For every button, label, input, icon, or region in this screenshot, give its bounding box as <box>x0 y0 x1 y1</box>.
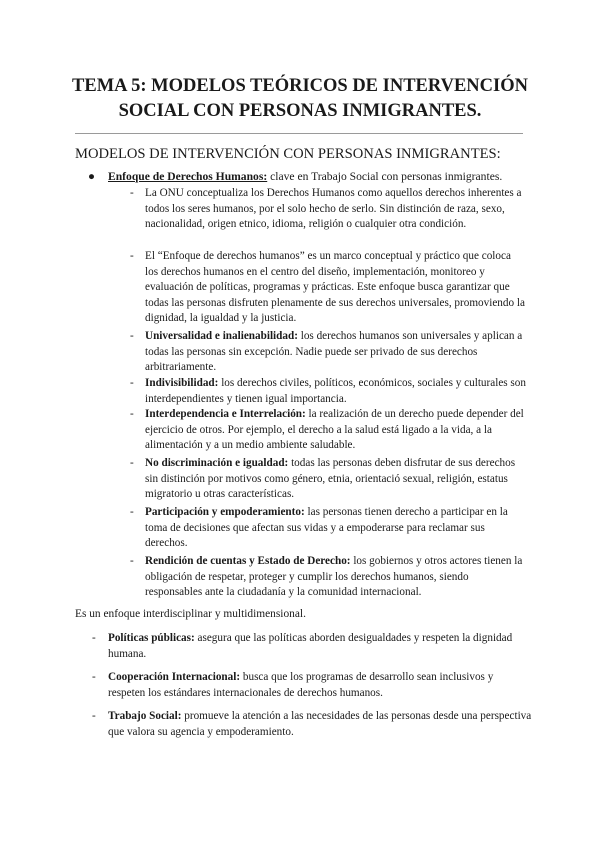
list-item-label: Trabajo Social: <box>108 710 182 722</box>
bullet-label: Enfoque de Derechos Humanos: <box>108 170 268 183</box>
sub-item-text: la realización de un derecho puede depender del ejercicio de otros. Por ejemplo, el derecho a la salud está ligado a la vida, a la alimentación y a un medio ambiente saludable. <box>145 408 524 452</box>
sub-item-label: Universalidad e inalienabilidad: <box>145 330 298 342</box>
list-item-text: asegura que las políticas aborden desigualdades y respeten la dignidad humana. <box>108 632 513 660</box>
title-line-2: SOCIAL CON PERSONAS INMIGRANTES. <box>118 101 482 121</box>
sub-item-approach-definition <box>130 249 526 327</box>
dash-marker: - <box>130 250 134 262</box>
sub-item-text: La ONU conceptualiza los Derechos Humanos como aquellos derechos inherentes a todos los seres humanos, por el solo hecho de serlo. Sin distinción de raza, sexo, nacionalidad, origen etnico, idioma, religión o cualquier otra condición. <box>145 187 522 231</box>
title-line-1: TEMA 5: MODELOS TEÓRICOS DE INTERVENCIÓN <box>72 76 528 96</box>
bullet-text: clave en Trabajo Social con personas inmigrantes. <box>267 170 503 183</box>
list-item-label: Políticas públicas: <box>108 632 195 644</box>
sub-item-text: los derechos civiles, políticos, económicos, sociales y culturales son interdependientes y tienen igual importancia. <box>145 377 526 405</box>
sub-item-un-definition <box>130 186 526 233</box>
dash-marker: - <box>130 555 134 567</box>
sub-item-text: El “Enfoque de derechos humanos” es un marco conceptual y práctico que coloca los derechos humanos en el centro del diseño, implementación, monitoreo y evaluación de políticas, programas y prácticas. Este enfoque busca garantizar que todas las personas disfruten plenamente de sus derechos universales, promoviendo la dignidad, la igualdad y la justicia. <box>145 250 525 325</box>
bullet-marker: ● <box>88 170 96 183</box>
dash-marker: - <box>130 457 134 469</box>
dash-marker: - <box>130 187 134 199</box>
sub-item-text: todas las personas deben disfrutar de sus derechos sin distinción por motivos como género, etnia, orientació sexual, religión, estatus migratorio u otras características. <box>145 457 516 501</box>
section-heading: MODELOS DE INTERVENCIÓN CON PERSONAS INMIGRANTES: <box>75 146 501 162</box>
dash-marker: - <box>92 710 96 722</box>
list-item-text: promueve la atención a las necesidades de las personas desde una perspectiva que valora su agencia y empoderamiento. <box>108 710 532 738</box>
title-divider <box>75 133 523 134</box>
dash-marker: - <box>130 377 134 389</box>
sub-item-text: las personas tienen derecho a participar en la toma de decisiones que afectan sus vidas y a empoderarse para reclamar sus derechos. <box>145 506 508 550</box>
dash-marker: - <box>130 506 134 518</box>
bullet-item <box>88 169 502 185</box>
sub-item-text: los derechos humanos son universales y aplican a todas las personas sin excepción. Nadie puede ser privado de sus derechos arbitrariamente. <box>145 330 523 374</box>
sub-item-label: Interdependencia e Interrelación: <box>145 408 306 420</box>
dash-marker: - <box>92 632 96 644</box>
page-title <box>60 74 540 124</box>
sub-item-label: Rendición de cuentas y Estado de Derecho: <box>145 555 351 567</box>
list-item-international-cooperation <box>92 669 532 701</box>
list-item-label: Cooperación Internacional: <box>108 671 241 683</box>
sub-item-interdependence <box>130 407 526 454</box>
sub-item-label: No discriminación e igualdad: <box>145 457 289 469</box>
sub-item-non-discrimination <box>130 456 526 503</box>
body-paragraph: Es un enfoque interdisciplinar y multidimensional. <box>75 608 306 620</box>
sub-item-label: Indivisibilidad: <box>145 377 219 389</box>
sub-item-accountability <box>130 554 526 601</box>
sub-item-participation <box>130 505 526 552</box>
sub-item-indivisibility <box>130 376 526 407</box>
sub-item-label: Participación y empoderamiento: <box>145 506 305 518</box>
sub-item-text: los gobiernos y otros actores tienen la obligación de respetar, proteger y cumplir los derechos humanos, siendo responsables ante la ciudadanía y la comunidad internacional. <box>145 555 523 599</box>
dash-marker: - <box>92 671 96 683</box>
list-item-social-work <box>92 708 532 740</box>
dash-marker: - <box>130 408 134 420</box>
dash-marker: - <box>130 330 134 342</box>
sub-item-universality <box>130 329 526 376</box>
list-item-text: busca que los programas de desarrollo sean inclusivos y respeten los estándares internacionales de derechos humanos. <box>108 671 494 699</box>
list-item-public-policies <box>92 630 532 662</box>
